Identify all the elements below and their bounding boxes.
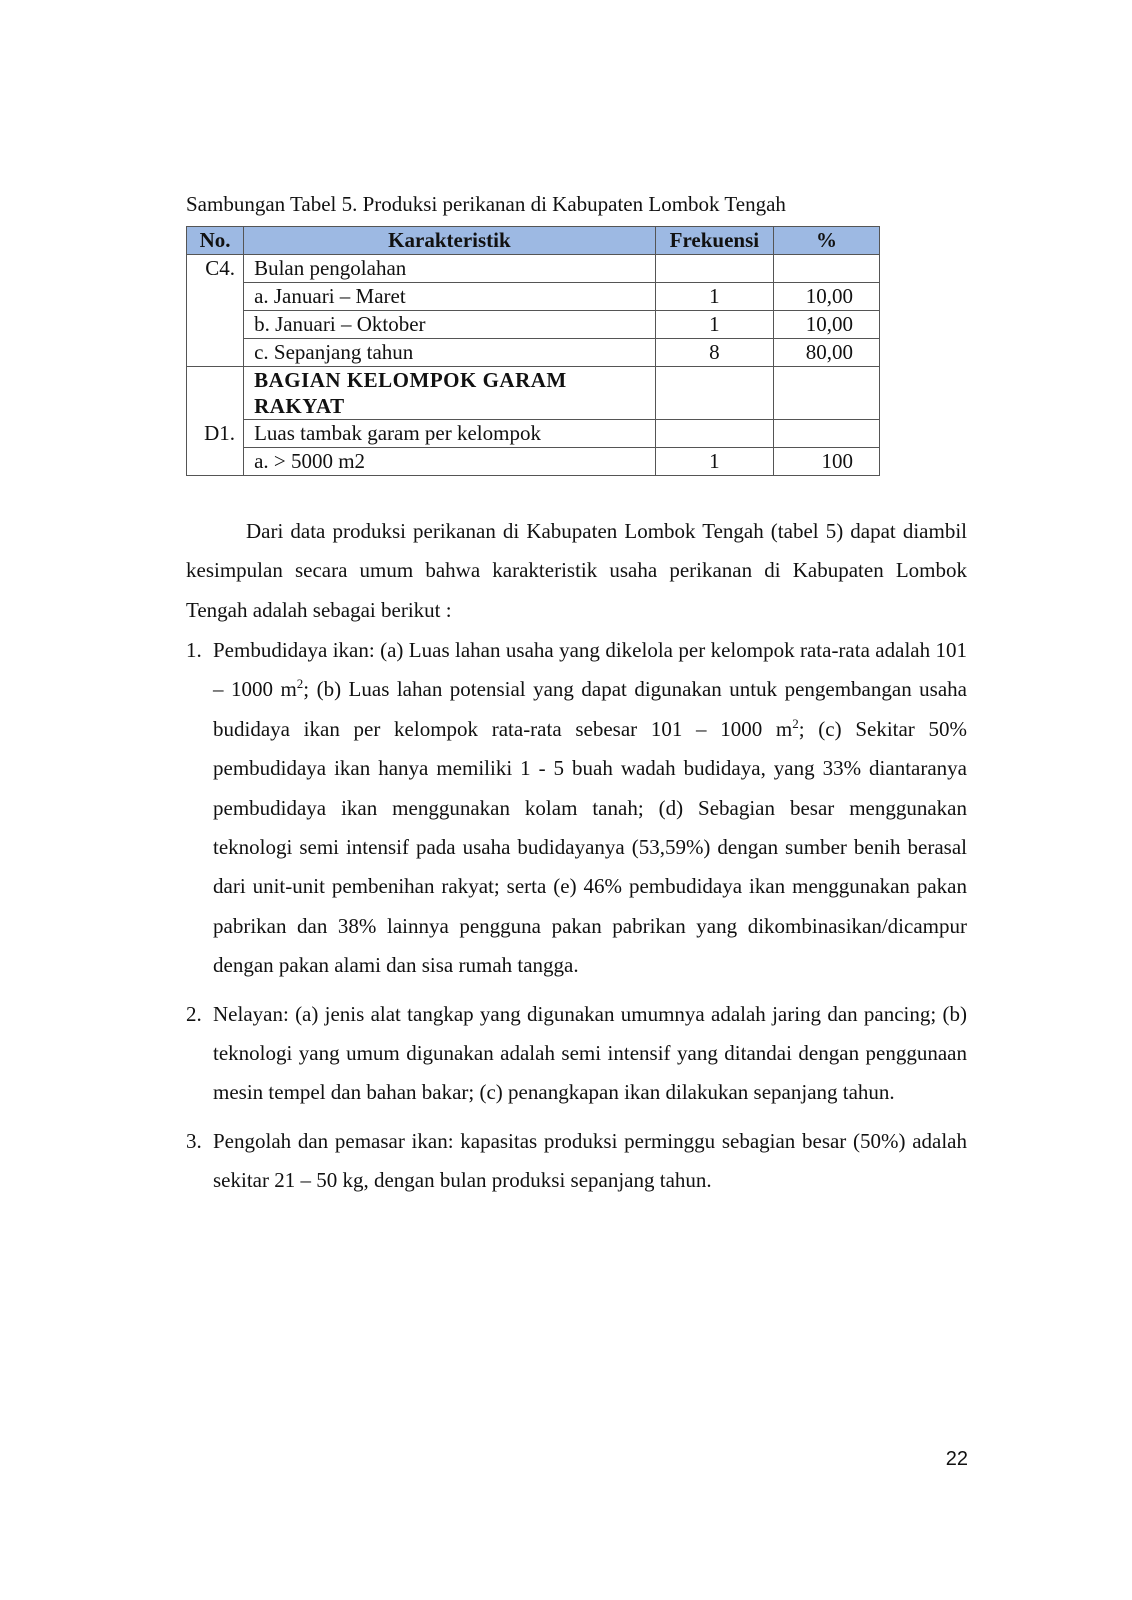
- header-persen: %: [773, 227, 879, 255]
- table-row: [187, 339, 880, 367]
- cell-no: [187, 367, 244, 420]
- cell-persen: 10,00: [773, 283, 879, 311]
- cell-karakteristik: c. Sepanjang tahun: [244, 339, 656, 367]
- cell-no: [187, 283, 244, 311]
- cell-persen: 100: [773, 448, 879, 476]
- cell-karakteristik: a. > 5000 m2: [244, 448, 656, 476]
- cell-karakteristik: Bulan pengolahan: [244, 255, 656, 283]
- cell-frekuensi: 1: [655, 448, 773, 476]
- cell-frekuensi: 1: [655, 283, 773, 311]
- table-row: [187, 367, 880, 420]
- cell-no: C4.: [187, 255, 244, 283]
- list-item: [186, 995, 967, 1113]
- cell-persen: 10,00: [773, 311, 879, 339]
- cell-no: [187, 448, 244, 476]
- list-item-number: 2.: [186, 1001, 202, 1026]
- conclusion-list: [186, 631, 967, 1210]
- page-number: 22: [945, 1448, 968, 1470]
- cell-karakteristik: a. Januari – Maret: [244, 283, 656, 311]
- table-row: [187, 448, 880, 476]
- header-karakteristik: Karakteristik: [244, 227, 656, 255]
- list-item-text: Nelayan: (a) jenis alat tangkap yang digunakan umumnya adalah jaring dan pancing; (b) teknologi yang umum digunakan adalah semi intensif yang ditandai dengan penggunaan mesin tempel dan bahan bakar; (c) penangkapan ikan dilakukan sepanjang tahun.: [213, 1001, 967, 1105]
- table-row: [187, 283, 880, 311]
- list-item: [186, 1122, 967, 1201]
- cell-persen: [773, 420, 879, 448]
- intro-paragraph: Dari data produksi perikanan di Kabupaten Lombok Tengah (tabel 5) dapat diambil kesimpulan secara umum bahwa karakteristik usaha perikanan di Kabupaten Lombok Tengah adalah sebagai berikut :: [186, 519, 967, 622]
- list-item-text: ; (b) Luas lahan potensial yang dapat digunakan untuk pengembangan usaha budidaya ikan per kelompok rata-rata sebesar 101 – 1000 m: [213, 677, 967, 741]
- list-item-text: Pengolah dan pemasar ikan: kapasitas produksi perminggu sebagian besar (50%) adalah sekitar 21 – 50 kg, dengan bulan produksi sepanjang tahun.: [213, 1128, 967, 1193]
- superscript: 2: [296, 676, 304, 692]
- list-item-number: 1.: [186, 638, 202, 662]
- cell-karakteristik: b. Januari – Oktober: [244, 311, 656, 339]
- cell-persen: [773, 255, 879, 283]
- cell-persen: 80,00: [773, 339, 879, 367]
- cell-persen: [773, 367, 879, 420]
- table-caption: Sambungan Tabel 5. Produksi perikanan di Kabupaten Lombok Tengah: [186, 192, 786, 216]
- cell-frekuensi: [655, 367, 773, 420]
- cell-frekuensi: [655, 420, 773, 448]
- cell-no: [187, 339, 244, 367]
- header-no: No.: [187, 227, 244, 255]
- table-row: [187, 420, 880, 448]
- cell-no: D1.: [187, 420, 244, 448]
- cell-frekuensi: 1: [655, 311, 773, 339]
- cell-section-heading: BAGIAN KELOMPOK GARAM RAKYAT: [244, 367, 656, 420]
- table-row: [187, 311, 880, 339]
- list-item-text: ; (c) Sekitar 50% pembudidaya ikan hanya memiliki 1 - 5 buah wadah budidaya, yang 33% diantaranya pembudidaya ikan menggunakan kolam tanah; (d) Sebagian besar menggunakan teknologi semi intensif pada usaha budidayanya (53,59%) dengan sumber benih berasal dari unit-unit pembenihan rakyat; serta (e) 46% pembudidaya ikan menggunakan pakan pabrikan dan 38% lainnya pengguna pakan pabrikan yang dikombinasikan/dicampur dengan pakan alami dan sisa rumah tangga.: [213, 716, 967, 978]
- production-table: [186, 226, 880, 476]
- list-item: [186, 631, 967, 986]
- cell-no: [187, 311, 244, 339]
- cell-frekuensi: [655, 255, 773, 283]
- table-header-row: [187, 227, 880, 255]
- list-item-number: 3.: [186, 1128, 202, 1153]
- cell-frekuensi: 8: [655, 339, 773, 367]
- superscript: 2: [792, 715, 799, 731]
- table-row: [187, 255, 880, 283]
- list-item-text: Pembudidaya ikan: (a) Luas lahan usaha yang dikelola per kelompok rata-rata adalah 101 – 1000 m: [213, 638, 967, 702]
- header-frekuensi: Frekuensi: [655, 227, 773, 255]
- cell-karakteristik: Luas tambak garam per kelompok: [244, 420, 656, 448]
